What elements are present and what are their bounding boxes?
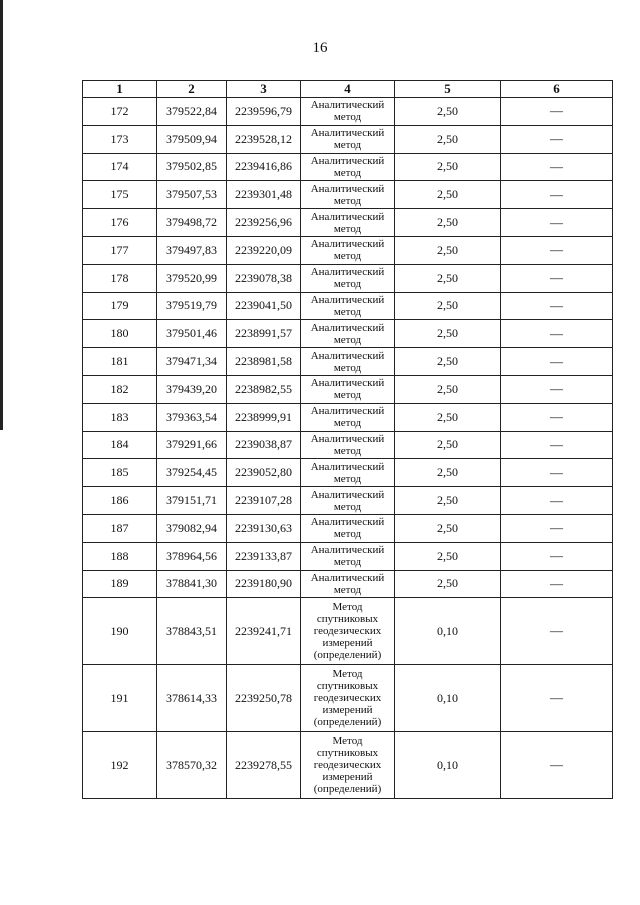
method-line: метод: [333, 500, 362, 513]
accuracy-cell: 2,50: [395, 375, 501, 403]
point-number-cell: 175: [83, 181, 157, 209]
method-cell: [301, 732, 395, 799]
method-cell: [301, 98, 395, 126]
method-line: метод: [333, 444, 362, 457]
point-number-cell: 178: [83, 264, 157, 292]
accuracy-cell: 2,50: [395, 153, 501, 181]
y-coordinate-cell: 2239528,12: [227, 125, 301, 153]
table-row: [83, 98, 613, 126]
note-cell: —: [501, 570, 613, 598]
method-cell: [301, 598, 395, 665]
method-cell: [301, 375, 395, 403]
method-line: геодезических: [313, 625, 382, 638]
method-cell: [301, 264, 395, 292]
table-row: [83, 665, 613, 732]
y-coordinate-cell: 2238982,55: [227, 375, 301, 403]
method-line: метод: [333, 361, 362, 374]
table-row: [83, 431, 613, 459]
x-coordinate-cell: 379471,34: [157, 348, 227, 376]
accuracy-cell: 2,50: [395, 570, 501, 598]
accuracy-cell: 2,50: [395, 487, 501, 515]
method-line: Аналитический: [310, 571, 385, 584]
method-line: геодезических: [313, 692, 382, 705]
x-coordinate-cell: 379502,85: [157, 153, 227, 181]
x-coordinate-cell: 379498,72: [157, 209, 227, 237]
y-coordinate-cell: 2239038,87: [227, 431, 301, 459]
method-line: Аналитический: [310, 432, 385, 445]
y-coordinate-cell: 2238991,57: [227, 320, 301, 348]
method-line: Аналитический: [310, 349, 385, 362]
method-line: метод: [333, 222, 362, 235]
coordinates-table: [82, 80, 613, 799]
method-line: Аналитический: [310, 99, 385, 112]
method-line: метод: [333, 528, 362, 541]
table-row: [83, 598, 613, 665]
table-row: [83, 514, 613, 542]
method-cell: [301, 570, 395, 598]
method-cell: [301, 236, 395, 264]
note-cell: —: [501, 542, 613, 570]
method-line: метод: [333, 305, 362, 318]
table-row: [83, 264, 613, 292]
accuracy-cell: 2,50: [395, 125, 501, 153]
method-line: (определений): [313, 649, 382, 662]
note-cell: —: [501, 375, 613, 403]
point-number-cell: 181: [83, 348, 157, 376]
point-number-cell: 188: [83, 542, 157, 570]
method-cell: [301, 181, 395, 209]
method-line: метод: [333, 166, 362, 179]
method-line: метод: [333, 417, 362, 430]
x-coordinate-cell: 379497,83: [157, 236, 227, 264]
table-row: [83, 459, 613, 487]
y-coordinate-cell: 2239596,79: [227, 98, 301, 126]
accuracy-cell: 2,50: [395, 236, 501, 264]
point-number-cell: 176: [83, 209, 157, 237]
note-cell: —: [501, 292, 613, 320]
note-cell: —: [501, 514, 613, 542]
note-cell: —: [501, 236, 613, 264]
method-line: (определений): [313, 716, 382, 729]
point-number-cell: 186: [83, 487, 157, 515]
method-line: геодезических: [313, 759, 382, 772]
y-coordinate-cell: 2239241,71: [227, 598, 301, 665]
x-coordinate-cell: 379522,84: [157, 98, 227, 126]
scan-edge-mark: [0, 0, 3, 430]
method-line: Аналитический: [310, 127, 385, 140]
table-row: [83, 153, 613, 181]
method-cell: [301, 665, 395, 732]
y-coordinate-cell: 2239041,50: [227, 292, 301, 320]
y-coordinate-cell: 2239107,28: [227, 487, 301, 515]
header-col-5: 5: [395, 81, 501, 98]
point-number-cell: 185: [83, 459, 157, 487]
point-number-cell: 183: [83, 403, 157, 431]
method-cell: [301, 125, 395, 153]
table-row: [83, 542, 613, 570]
method-line: Метод: [332, 668, 363, 681]
note-cell: —: [501, 732, 613, 799]
y-coordinate-cell: 2239416,86: [227, 153, 301, 181]
point-number-cell: 182: [83, 375, 157, 403]
page-number: 16: [312, 40, 328, 56]
method-line: Метод: [332, 735, 363, 748]
x-coordinate-cell: 379254,45: [157, 459, 227, 487]
method-cell: [301, 292, 395, 320]
point-number-cell: 177: [83, 236, 157, 264]
x-coordinate-cell: 378570,32: [157, 732, 227, 799]
x-coordinate-cell: 379151,71: [157, 487, 227, 515]
note-cell: —: [501, 403, 613, 431]
method-line: Метод: [332, 601, 363, 614]
method-cell: [301, 320, 395, 348]
method-line: Аналитический: [310, 154, 385, 167]
table-row: [83, 375, 613, 403]
accuracy-cell: 2,50: [395, 181, 501, 209]
table-row: [83, 403, 613, 431]
y-coordinate-cell: 2239052,80: [227, 459, 301, 487]
point-number-cell: 191: [83, 665, 157, 732]
accuracy-cell: 2,50: [395, 542, 501, 570]
table-header-row: [83, 81, 613, 98]
y-coordinate-cell: 2239256,96: [227, 209, 301, 237]
method-cell: [301, 487, 395, 515]
method-line: метод: [333, 389, 362, 402]
method-cell: [301, 459, 395, 487]
point-number-cell: 184: [83, 431, 157, 459]
method-line: Аналитический: [310, 488, 385, 501]
x-coordinate-cell: 379082,94: [157, 514, 227, 542]
method-line: Аналитический: [310, 405, 385, 418]
x-coordinate-cell: 378614,33: [157, 665, 227, 732]
method-line: метод: [333, 139, 362, 152]
method-line: метод: [333, 111, 362, 124]
method-line: Аналитический: [310, 516, 385, 529]
method-line: спутниковых: [316, 747, 379, 760]
table-row: [83, 125, 613, 153]
accuracy-cell: 2,50: [395, 292, 501, 320]
method-line: метод: [333, 278, 362, 291]
x-coordinate-cell: 378841,30: [157, 570, 227, 598]
x-coordinate-cell: 379363,54: [157, 403, 227, 431]
method-line: Аналитический: [310, 293, 385, 306]
method-line: Аналитический: [310, 460, 385, 473]
method-line: метод: [333, 333, 362, 346]
method-line: метод: [333, 472, 362, 485]
x-coordinate-cell: 379519,79: [157, 292, 227, 320]
accuracy-cell: 0,10: [395, 598, 501, 665]
method-cell: [301, 431, 395, 459]
x-coordinate-cell: 379520,99: [157, 264, 227, 292]
accuracy-cell: 2,50: [395, 348, 501, 376]
method-line: Аналитический: [310, 266, 385, 279]
method-cell: [301, 348, 395, 376]
y-coordinate-cell: 2239133,87: [227, 542, 301, 570]
note-cell: —: [501, 598, 613, 665]
method-line: Аналитический: [310, 321, 385, 334]
accuracy-cell: 2,50: [395, 264, 501, 292]
note-cell: —: [501, 459, 613, 487]
y-coordinate-cell: 2239180,90: [227, 570, 301, 598]
note-cell: —: [501, 181, 613, 209]
accuracy-cell: 2,50: [395, 320, 501, 348]
table-row: [83, 209, 613, 237]
x-coordinate-cell: 378964,56: [157, 542, 227, 570]
point-number-cell: 189: [83, 570, 157, 598]
y-coordinate-cell: 2239250,78: [227, 665, 301, 732]
method-line: спутниковых: [316, 613, 379, 626]
method-line: измерений: [322, 637, 373, 650]
header-col-4: 4: [301, 81, 395, 98]
method-line: спутниковых: [316, 680, 379, 693]
x-coordinate-cell: 379509,94: [157, 125, 227, 153]
y-coordinate-cell: 2238981,58: [227, 348, 301, 376]
note-cell: —: [501, 348, 613, 376]
y-coordinate-cell: 2239278,55: [227, 732, 301, 799]
accuracy-cell: 2,50: [395, 209, 501, 237]
method-line: метод: [333, 556, 362, 569]
x-coordinate-cell: 379501,46: [157, 320, 227, 348]
note-cell: —: [501, 431, 613, 459]
y-coordinate-cell: 2239301,48: [227, 181, 301, 209]
table-row: [83, 570, 613, 598]
point-number-cell: 172: [83, 98, 157, 126]
method-cell: [301, 153, 395, 181]
point-number-cell: 192: [83, 732, 157, 799]
method-cell: [301, 209, 395, 237]
table-row: [83, 732, 613, 799]
method-line: Аналитический: [310, 377, 385, 390]
accuracy-cell: 2,50: [395, 459, 501, 487]
accuracy-cell: 0,10: [395, 665, 501, 732]
method-line: Аналитический: [310, 544, 385, 557]
method-line: Аналитический: [310, 210, 385, 223]
method-line: Аналитический: [310, 238, 385, 251]
point-number-cell: 173: [83, 125, 157, 153]
table-row: [83, 236, 613, 264]
point-number-cell: 180: [83, 320, 157, 348]
note-cell: —: [501, 264, 613, 292]
y-coordinate-cell: 2239078,38: [227, 264, 301, 292]
x-coordinate-cell: 379507,53: [157, 181, 227, 209]
note-cell: —: [501, 665, 613, 732]
note-cell: —: [501, 125, 613, 153]
x-coordinate-cell: 379291,66: [157, 431, 227, 459]
note-cell: —: [501, 209, 613, 237]
x-coordinate-cell: 378843,51: [157, 598, 227, 665]
accuracy-cell: 2,50: [395, 514, 501, 542]
x-coordinate-cell: 379439,20: [157, 375, 227, 403]
header-col-6: 6: [501, 81, 613, 98]
accuracy-cell: 2,50: [395, 431, 501, 459]
method-line: (определений): [313, 783, 382, 796]
method-line: Аналитический: [310, 182, 385, 195]
accuracy-cell: 2,50: [395, 403, 501, 431]
method-cell: [301, 403, 395, 431]
y-coordinate-cell: 2238999,91: [227, 403, 301, 431]
note-cell: —: [501, 98, 613, 126]
table-row: [83, 292, 613, 320]
y-coordinate-cell: 2239220,09: [227, 236, 301, 264]
accuracy-cell: 2,50: [395, 98, 501, 126]
point-number-cell: 179: [83, 292, 157, 320]
table-row: [83, 348, 613, 376]
note-cell: —: [501, 153, 613, 181]
point-number-cell: 190: [83, 598, 157, 665]
header-col-3: 3: [227, 81, 301, 98]
header-col-1: 1: [83, 81, 157, 98]
table-row: [83, 320, 613, 348]
note-cell: —: [501, 487, 613, 515]
method-cell: [301, 514, 395, 542]
table-body: [83, 98, 613, 799]
method-line: метод: [333, 194, 362, 207]
table-row: [83, 487, 613, 515]
accuracy-cell: 0,10: [395, 732, 501, 799]
method-cell: [301, 542, 395, 570]
point-number-cell: 187: [83, 514, 157, 542]
method-line: измерений: [322, 771, 373, 784]
header-col-2: 2: [157, 81, 227, 98]
method-line: метод: [333, 250, 362, 263]
table-row: [83, 181, 613, 209]
method-line: измерений: [322, 704, 373, 717]
note-cell: —: [501, 320, 613, 348]
point-number-cell: 174: [83, 153, 157, 181]
y-coordinate-cell: 2239130,63: [227, 514, 301, 542]
method-line: метод: [333, 583, 362, 596]
